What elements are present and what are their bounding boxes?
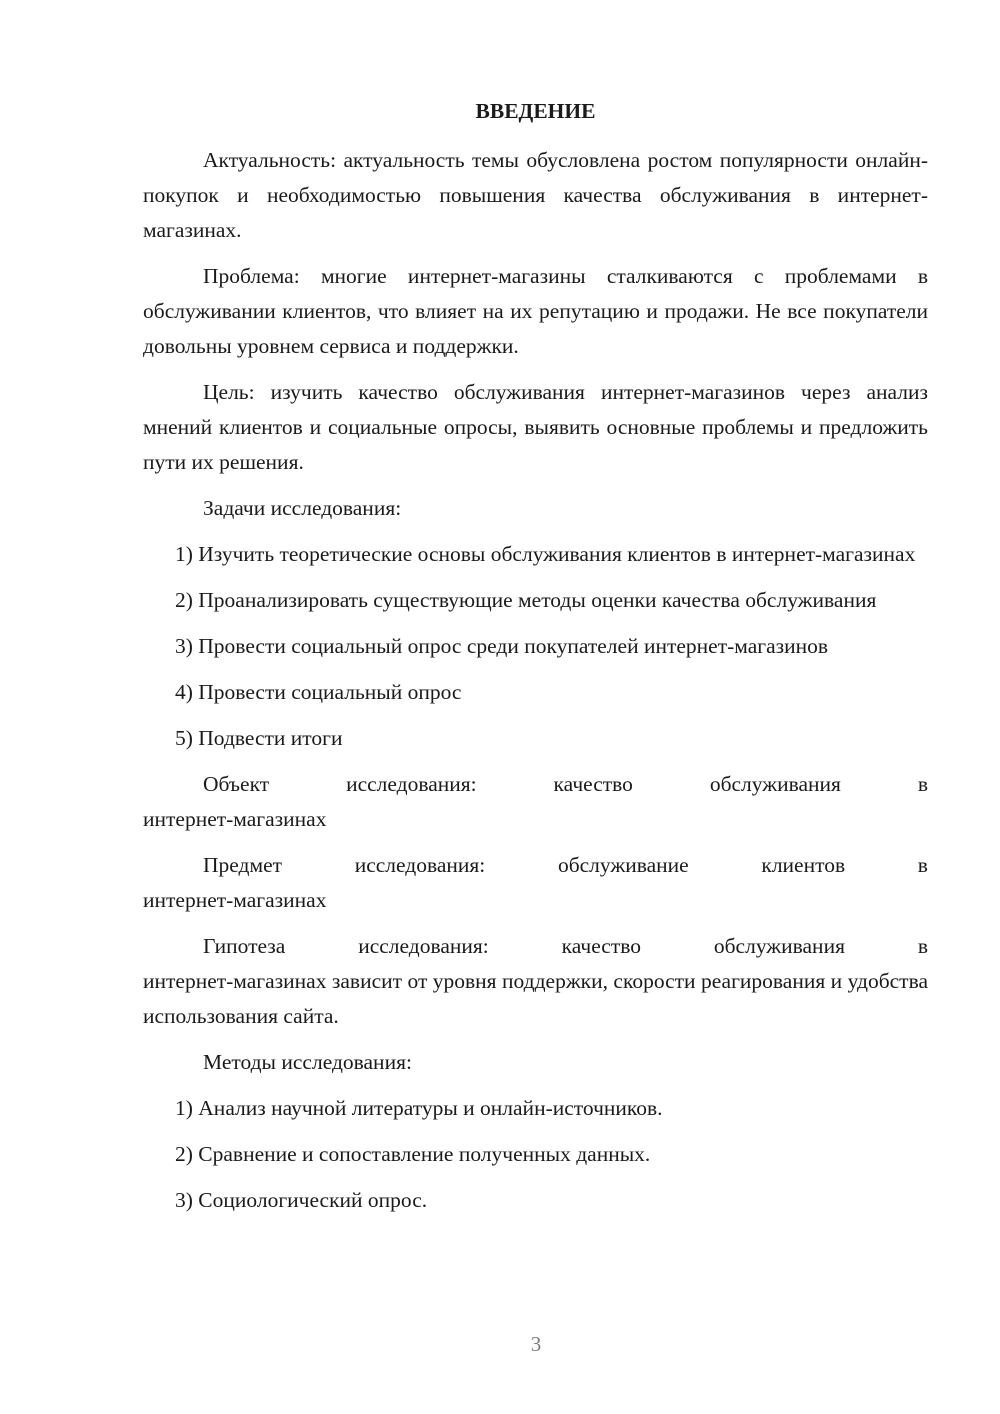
task-item-5: 5) Подвести итоги [175, 726, 343, 750]
subject-word: исследования: [354, 853, 486, 877]
task-item-4: 4) Провести социальный опрос [175, 680, 462, 704]
subject-word: обслуживание [557, 853, 689, 877]
hypothesis-first-line [143, 929, 928, 964]
hypothesis-word: обслуживания [713, 934, 845, 958]
object-word: исследования: [346, 772, 477, 796]
subject-word: Предмет [203, 853, 283, 877]
object-word: в [917, 772, 928, 796]
object-word: Объект [203, 772, 270, 796]
method-item-2: 2) Сравнение и сопоставление полученных данных. [175, 1142, 651, 1166]
method-item-1: 1) Анализ научной литературы и онлайн-источников. [175, 1096, 663, 1120]
subject-rest: интернет-магазинах [143, 888, 327, 912]
page-number: 3 [530, 1332, 542, 1356]
hypothesis-word: в [917, 934, 928, 958]
paragraph-relevance: Актуальность: актуальность темы обусловлена ростом популярности онлайн-покупок и необходимостью повышения качества обслуживания в интернет-магазинах. [143, 148, 928, 242]
document-body [143, 96, 928, 1229]
object-word: качество [553, 772, 633, 796]
subject-word: в [917, 853, 928, 877]
subject-word: клиентов [761, 853, 846, 877]
paragraph-object [143, 767, 928, 837]
task-item-1: 1) Изучить теоретические основы обслуживания клиентов в интернет-магазинах [175, 542, 916, 566]
hypothesis-word: качество [561, 934, 641, 958]
hypothesis-word: исследования: [358, 934, 489, 958]
section-title: ВВЕДЕНИЕ [475, 99, 596, 123]
paragraph-goal: Цель: изучить качество обслуживания интернет-магазинов через анализ мнений клиентов и социальные опросы, выявить основные проблемы и предложить пути их решения. [143, 380, 928, 474]
method-item-3: 3) Социологический опрос. [175, 1188, 428, 1212]
hypothesis-word: Гипотеза [203, 934, 286, 958]
methods-heading: Методы исследования: [203, 1050, 412, 1074]
object-word: обслуживания [709, 772, 841, 796]
hypothesis-rest: интернет-магазинах зависит от уровня поддержки, скорости реагирования и удобства использования сайта. [143, 969, 928, 1028]
task-item-2: 2) Проанализировать существующие методы оценки качества обслуживания [175, 588, 877, 612]
object-first-line [143, 767, 928, 802]
subject-first-line [143, 848, 928, 883]
paragraph-subject [143, 848, 928, 918]
task-item-3: 3) Провести социальный опрос среди покупателей интернет-магазинов [175, 634, 829, 658]
paragraph-problem: Проблема: многие интернет-магазины сталкиваются с проблемами в обслуживании клиентов, что влияет на их репутацию и продажи. Не все покупатели довольны уровнем сервиса и поддержки. [143, 264, 928, 358]
paragraph-hypothesis [143, 929, 928, 1034]
object-rest: интернет-магазинах [143, 807, 327, 831]
tasks-heading: Задачи исследования: [203, 496, 402, 520]
